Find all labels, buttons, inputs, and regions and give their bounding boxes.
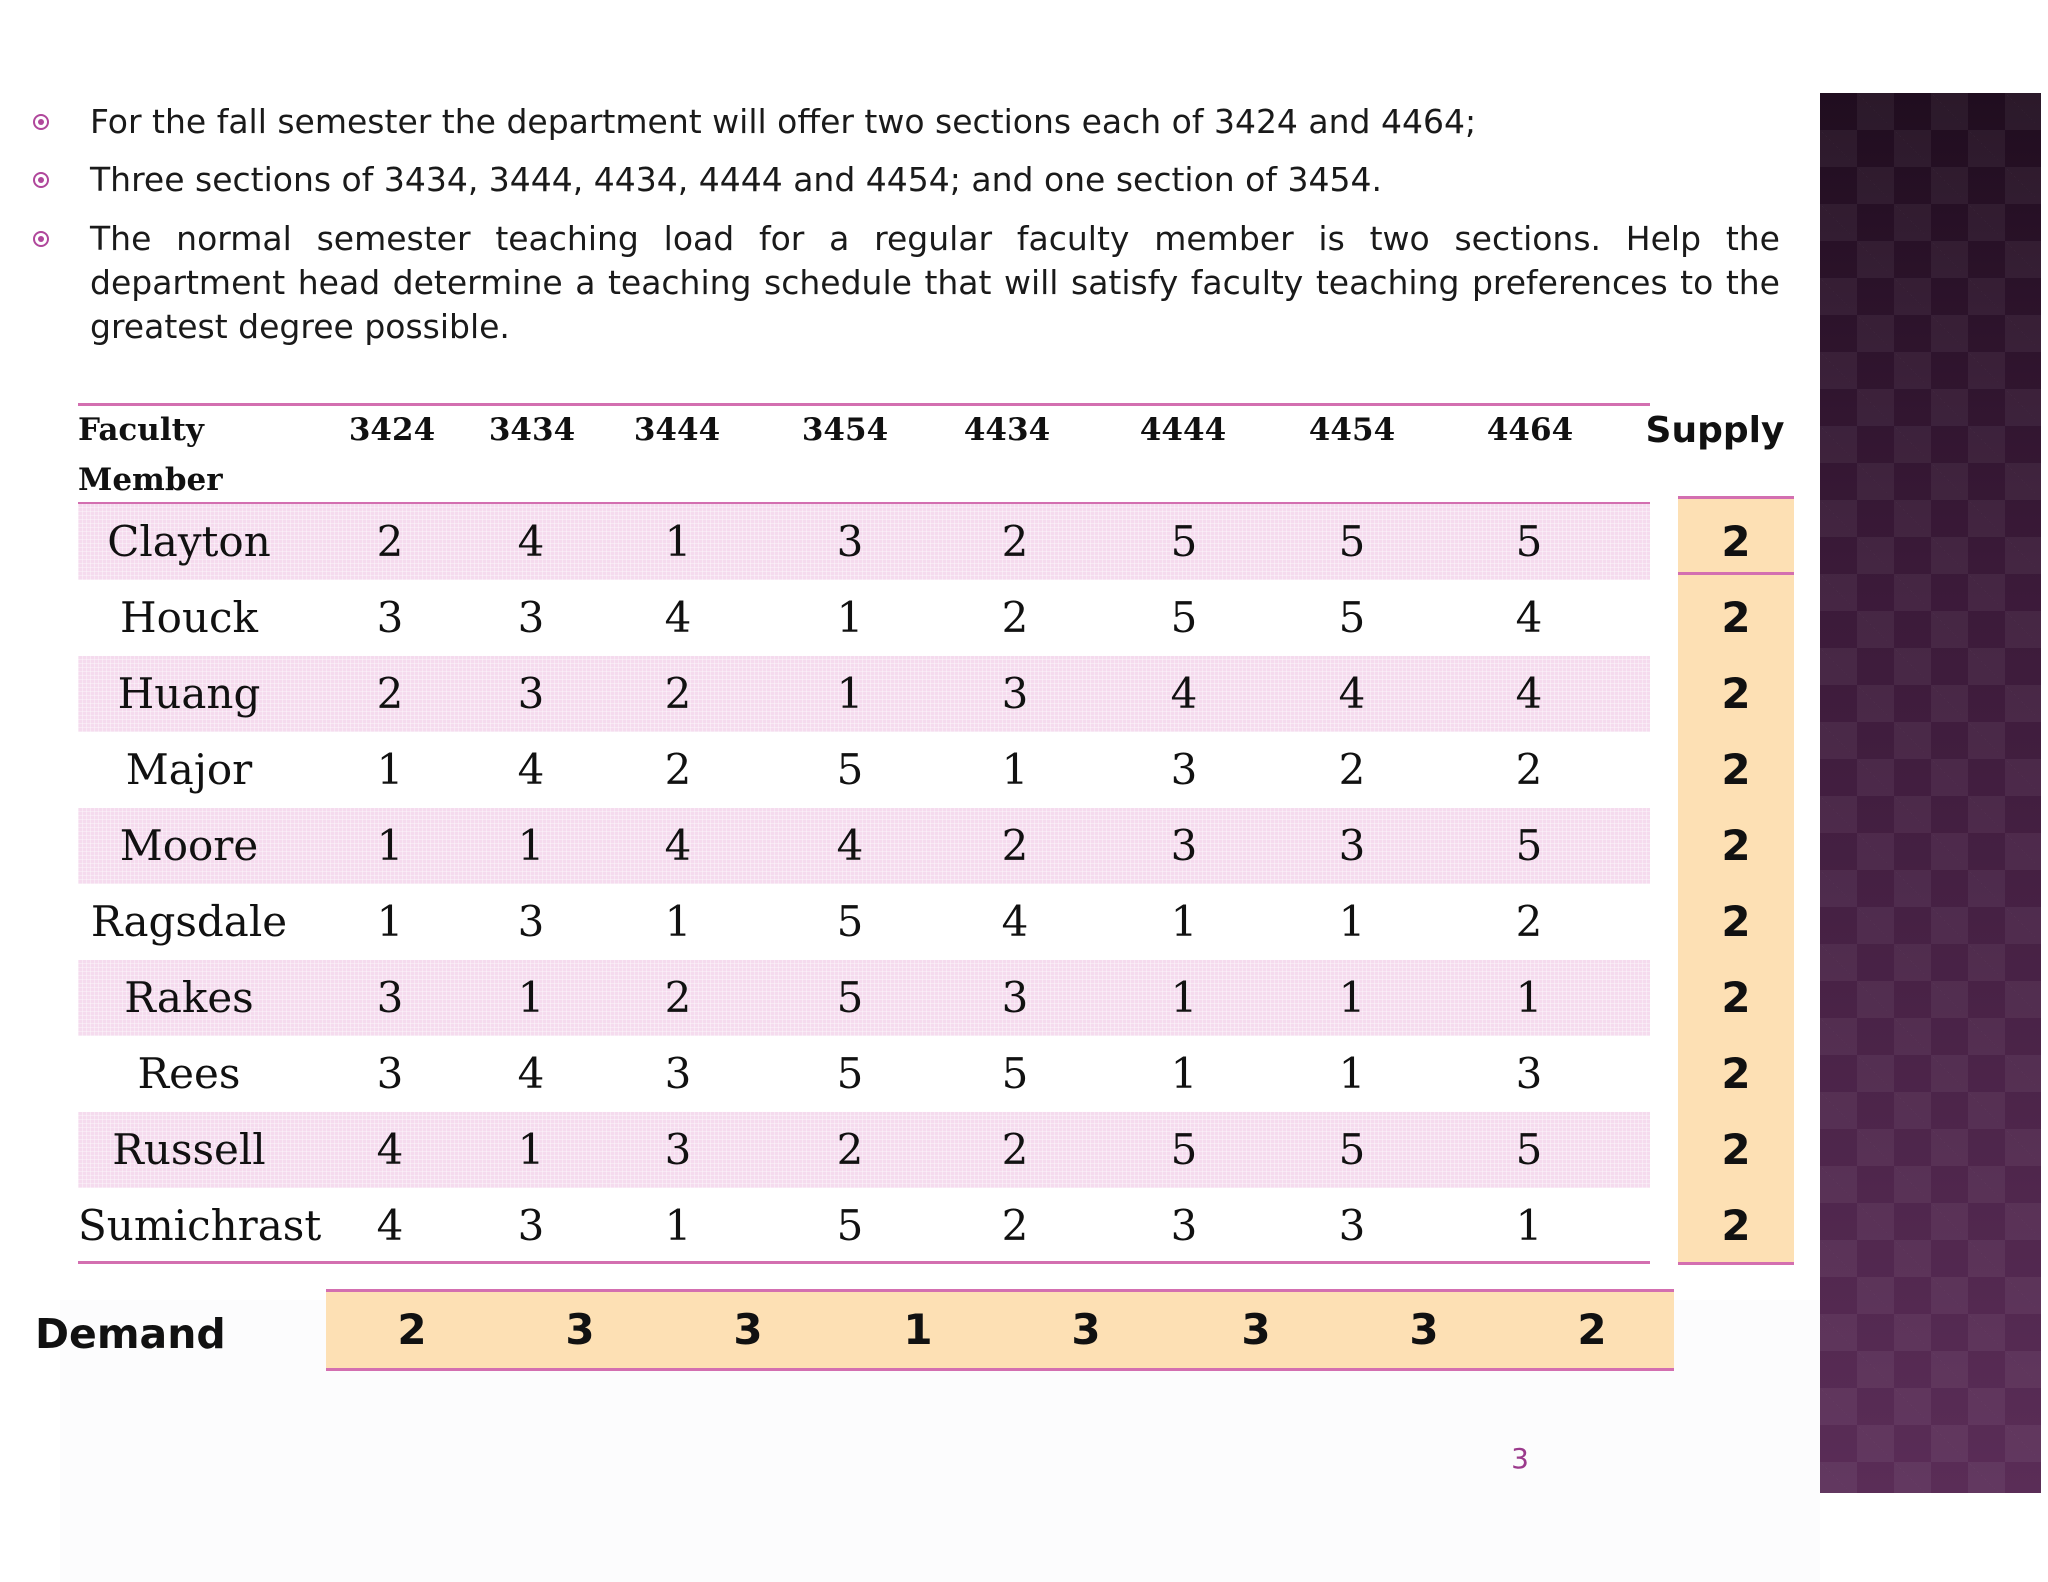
preference-cell: 5 bbox=[1338, 1125, 1366, 1174]
demand-value: 3 bbox=[1071, 1305, 1101, 1354]
preference-cell: 1 bbox=[1170, 973, 1198, 1022]
table-row bbox=[78, 1112, 1650, 1188]
preference-cell: 1 bbox=[517, 1125, 545, 1174]
supply-value: 2 bbox=[1721, 821, 1751, 870]
preference-cell: 2 bbox=[1515, 745, 1543, 794]
preference-cell: 3 bbox=[1170, 821, 1198, 870]
column-header-4454: 4454 bbox=[1308, 412, 1396, 448]
bullet-dot-icon bbox=[33, 114, 49, 130]
supply-value: 2 bbox=[1721, 593, 1751, 642]
preference-cell: 1 bbox=[664, 1201, 692, 1250]
supply-value: 2 bbox=[1721, 669, 1751, 718]
preference-cell: 5 bbox=[1001, 1049, 1029, 1098]
preference-cell: 1 bbox=[1338, 973, 1366, 1022]
preference-cell: 4 bbox=[664, 593, 692, 642]
supply-value: 2 bbox=[1721, 745, 1751, 794]
preference-cell: 3 bbox=[836, 517, 864, 566]
preference-cell: 1 bbox=[1170, 897, 1198, 946]
faculty-name: Moore bbox=[119, 821, 259, 870]
preference-cell: 1 bbox=[376, 897, 404, 946]
preference-cell: 5 bbox=[836, 973, 864, 1022]
preference-cell: 2 bbox=[836, 1125, 864, 1174]
demand-value: 3 bbox=[1241, 1305, 1271, 1354]
demand-value: 3 bbox=[565, 1305, 595, 1354]
preference-cell: 3 bbox=[1001, 973, 1029, 1022]
preference-cell: 1 bbox=[836, 669, 864, 718]
preference-cell: 1 bbox=[1001, 745, 1029, 794]
table-row bbox=[78, 808, 1650, 884]
preference-cell: 1 bbox=[1338, 1049, 1366, 1098]
preference-cell: 5 bbox=[836, 1201, 864, 1250]
faculty-name: Huang bbox=[117, 669, 261, 718]
bullet-text: For the fall semester the department will offer two sections each of 3424 and 4464; bbox=[90, 102, 1477, 141]
page-number: 3 bbox=[1511, 1442, 1529, 1475]
column-header-4444: 4444 bbox=[1139, 412, 1227, 448]
preference-cell: 5 bbox=[1515, 821, 1543, 870]
preference-cell: 4 bbox=[517, 745, 545, 794]
preference-cell: 2 bbox=[376, 517, 404, 566]
preference-cell: 3 bbox=[664, 1049, 692, 1098]
supply-value: 2 bbox=[1721, 1049, 1751, 1098]
preference-cell: 5 bbox=[1338, 517, 1366, 566]
preference-cell: 1 bbox=[1515, 1201, 1543, 1250]
preference-cell: 5 bbox=[1170, 593, 1198, 642]
table-row bbox=[78, 656, 1650, 732]
preference-cell: 1 bbox=[1338, 897, 1366, 946]
demand-value: 2 bbox=[397, 1305, 427, 1354]
preference-cell: 2 bbox=[1001, 593, 1029, 642]
table-row bbox=[78, 884, 1650, 960]
preference-cell: 3 bbox=[1001, 669, 1029, 718]
preference-cell: 4 bbox=[1515, 669, 1543, 718]
column-header-3434: 3434 bbox=[488, 412, 576, 448]
preference-cell: 2 bbox=[1338, 745, 1366, 794]
preference-cell: 4 bbox=[1515, 593, 1543, 642]
preference-cell: 3 bbox=[664, 1125, 692, 1174]
preference-cell: 5 bbox=[1170, 1125, 1198, 1174]
preference-cell: 4 bbox=[836, 821, 864, 870]
faculty-name: Houck bbox=[120, 593, 258, 642]
preference-cell: 5 bbox=[1170, 517, 1198, 566]
bullet-item bbox=[90, 158, 1780, 202]
table-row bbox=[78, 1036, 1650, 1112]
table-row bbox=[78, 960, 1650, 1036]
demand-value: 3 bbox=[733, 1305, 763, 1354]
column-header-3454: 3454 bbox=[801, 412, 889, 448]
preference-cell: 4 bbox=[1001, 897, 1029, 946]
preference-cell: 3 bbox=[1338, 1201, 1366, 1250]
preference-cell: 3 bbox=[517, 593, 545, 642]
bullet-dot-icon bbox=[33, 172, 49, 188]
decorative-side-panel bbox=[1820, 93, 2041, 1493]
faculty-name: Russell bbox=[112, 1125, 266, 1174]
table-row bbox=[78, 1188, 1650, 1264]
bullet-dot-icon bbox=[33, 231, 49, 247]
supply-value: 2 bbox=[1721, 1125, 1751, 1174]
preference-cell: 2 bbox=[664, 973, 692, 1022]
table-bottom-rule bbox=[78, 1261, 1650, 1264]
preference-cell: 3 bbox=[517, 669, 545, 718]
supply-value: 2 bbox=[1721, 897, 1751, 946]
supply-value: 2 bbox=[1721, 1201, 1751, 1250]
table-row bbox=[78, 504, 1650, 580]
column-header-3424: 3424 bbox=[348, 412, 436, 448]
preference-cell: 2 bbox=[664, 745, 692, 794]
preference-cell: 4 bbox=[1170, 669, 1198, 718]
preference-cell: 2 bbox=[1001, 821, 1029, 870]
preference-cell: 2 bbox=[1001, 1125, 1029, 1174]
faculty-name: Ragsdale bbox=[90, 897, 288, 946]
demand-value: 3 bbox=[1409, 1305, 1439, 1354]
table-row bbox=[78, 580, 1650, 656]
supply-value: 2 bbox=[1721, 973, 1751, 1022]
preference-cell: 4 bbox=[376, 1201, 404, 1250]
preference-cell: 1 bbox=[1170, 1049, 1198, 1098]
preference-cell: 1 bbox=[836, 593, 864, 642]
column-header-4434: 4434 bbox=[963, 412, 1051, 448]
preference-cell: 4 bbox=[664, 821, 692, 870]
preference-cell: 3 bbox=[376, 973, 404, 1022]
preference-cell: 5 bbox=[1515, 517, 1543, 566]
preference-cell: 3 bbox=[1338, 821, 1366, 870]
demand-label: Demand bbox=[35, 1310, 226, 1358]
preference-cell: 5 bbox=[836, 897, 864, 946]
preference-cell: 5 bbox=[1515, 1125, 1543, 1174]
bullet-item bbox=[90, 217, 1780, 349]
preference-cell: 4 bbox=[1338, 669, 1366, 718]
preference-cell: 2 bbox=[1001, 517, 1029, 566]
demand-value: 2 bbox=[1577, 1305, 1607, 1354]
bullet-text: Three sections of 3434, 3444, 4434, 4444 and 4454; and one section of 3454. bbox=[90, 160, 1382, 199]
preference-cell: 1 bbox=[376, 821, 404, 870]
preference-cell: 3 bbox=[1170, 745, 1198, 794]
preference-cell: 4 bbox=[376, 1125, 404, 1174]
preference-cell: 3 bbox=[1170, 1201, 1198, 1250]
preference-cell: 1 bbox=[376, 745, 404, 794]
preference-cell: 2 bbox=[1001, 1201, 1029, 1250]
preference-cell: 4 bbox=[517, 517, 545, 566]
preference-cell: 1 bbox=[664, 517, 692, 566]
preference-cell: 5 bbox=[836, 1049, 864, 1098]
preference-cell: 4 bbox=[517, 1049, 545, 1098]
faculty-name: Clayton bbox=[107, 517, 271, 566]
faculty-name: Major bbox=[125, 745, 253, 794]
preference-cell: 2 bbox=[664, 669, 692, 718]
demand-value: 1 bbox=[903, 1305, 933, 1354]
preference-cell: 3 bbox=[376, 593, 404, 642]
preference-cell: 5 bbox=[836, 745, 864, 794]
preference-cell: 3 bbox=[1515, 1049, 1543, 1098]
preference-cell: 5 bbox=[1338, 593, 1366, 642]
preference-cell: 3 bbox=[517, 1201, 545, 1250]
preference-cell: 2 bbox=[376, 669, 404, 718]
supply-header: Supply bbox=[1645, 410, 1785, 451]
bullet-text: The normal semester teaching load for a regular faculty member is two sections. Help the department head determine a teaching schedule that will satisfy faculty teaching preferences to the greatest degree possible. bbox=[90, 219, 1780, 346]
bullet-item bbox=[90, 100, 1780, 144]
preference-cell: 3 bbox=[517, 897, 545, 946]
faculty-name: Rees bbox=[137, 1049, 241, 1098]
faculty-name: Rakes bbox=[124, 973, 254, 1022]
preference-cell: 1 bbox=[664, 897, 692, 946]
supply-value: 2 bbox=[1721, 517, 1751, 566]
preference-cell: 1 bbox=[1515, 973, 1543, 1022]
preference-cell: 3 bbox=[376, 1049, 404, 1098]
column-header-4464: 4464 bbox=[1486, 412, 1574, 448]
faculty-name: Sumichrast bbox=[78, 1201, 322, 1250]
column-header-3444: 3444 bbox=[633, 412, 721, 448]
preference-cell: 1 bbox=[517, 821, 545, 870]
preference-cell: 2 bbox=[1515, 897, 1543, 946]
preference-cell: 1 bbox=[517, 973, 545, 1022]
table-row bbox=[78, 732, 1650, 808]
faculty-member-header: Faculty Member bbox=[78, 412, 223, 498]
